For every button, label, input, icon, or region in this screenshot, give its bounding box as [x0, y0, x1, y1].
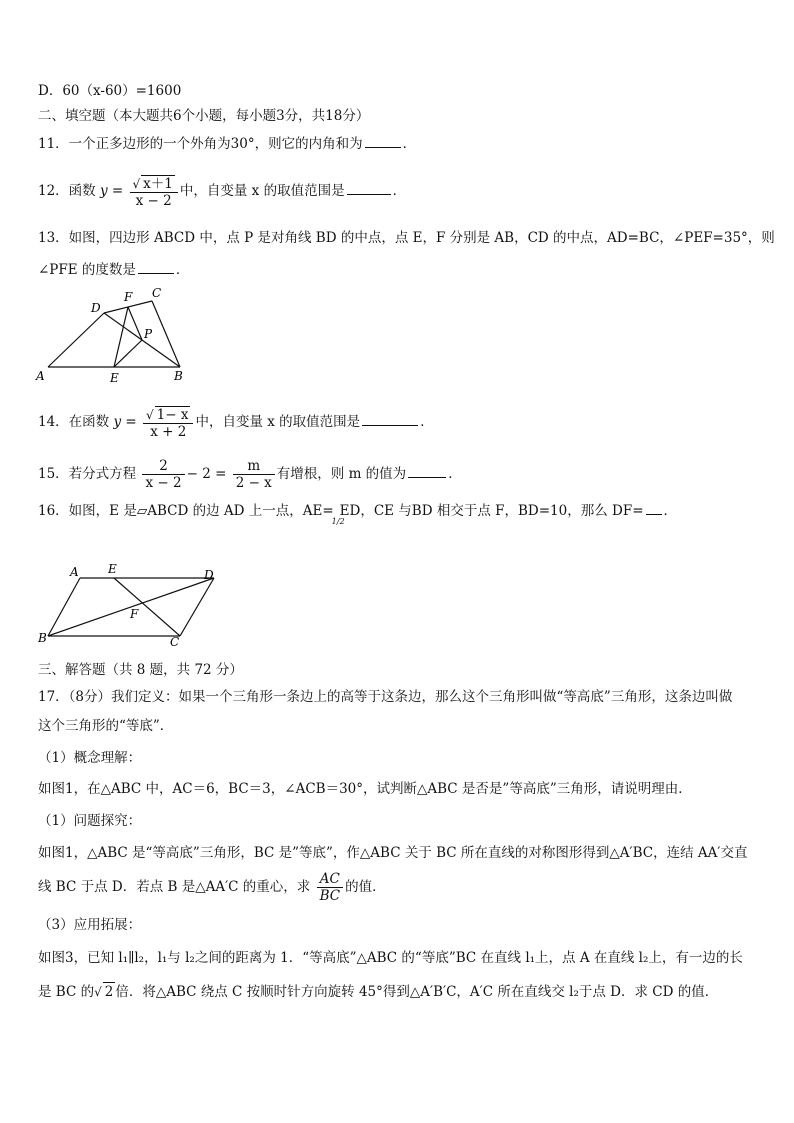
p2-num: AC: [317, 871, 344, 888]
fig1-label-e: E: [110, 371, 119, 385]
q15-fraction-1: [142, 458, 184, 491]
fig1-label-b: B: [174, 369, 183, 383]
question-15: [38, 455, 764, 493]
section-answer-title: 三、解答题（共 8 题，共 72 分）: [38, 662, 243, 678]
q12-blank: [347, 181, 391, 195]
q16-end: ．: [663, 503, 678, 519]
q13-blank: [138, 260, 174, 274]
question-13-line1: 13．如图，四边形 ABCD 中，点 P 是对角线 BD 的中点，点 E，F 分别是 AB，CD 的中点，AD=BC，∠PEF=35°，则: [38, 230, 775, 246]
q12-num: x＋1: [143, 175, 173, 192]
fig1-label-d: D: [91, 301, 101, 315]
q15-num2: m: [233, 458, 275, 475]
part1-title: （1）概念理解：: [38, 750, 142, 766]
q13-end: ．: [175, 262, 190, 278]
q15-blank: [408, 464, 446, 478]
p3-sqrt: 2: [104, 984, 114, 1000]
part3-text-line2: 是 BC 的√ 2 倍．将△ABC 绕点 C 按顺时针方向旋转 45°得到△A′B′C，A′C 所在直线交 l₂于点 D．求 CD 的值．: [38, 984, 719, 1000]
q15-mid: − 2 =: [186, 466, 227, 482]
q14-den: x + 2: [150, 423, 187, 440]
q12-post: 中，自变量 x 的取值范围是: [179, 183, 345, 199]
question-14: [38, 403, 764, 441]
p3-pre: 是 BC 的: [38, 984, 95, 1000]
q12-pre: 12．函数: [38, 183, 96, 199]
question-13-line2: [38, 260, 764, 279]
part2-title: （1）问题探究：: [38, 813, 142, 829]
fig1-label-p: P: [144, 327, 153, 341]
q15-post: 有增根，则 m 的值为: [276, 466, 407, 482]
q15-num1: 2: [142, 458, 184, 475]
p2-post: 的值．: [345, 879, 386, 895]
q13-b: ∠PFE 的度数是: [38, 262, 136, 278]
fig2-label-c: C: [170, 635, 180, 649]
fig2-label-b: B: [38, 631, 47, 645]
part3-title: （3）应用拓展：: [38, 917, 142, 933]
q14-num: 1− x: [156, 406, 189, 423]
fig2-label-f: F: [130, 607, 139, 621]
q14-fraction: $\frac{√ 1- x}{x + 2}$: [143, 406, 193, 440]
q12-fraction: $\frac{√ x+1}{x - 2}$: [130, 175, 178, 209]
option-d: D．60（x-60）=1600: [38, 83, 182, 99]
q11-end: ．: [402, 136, 417, 152]
p3-post: 倍．将△ABC 绕点 C 按顺时针方向旋转 45°得到△A′B′C，A′C 所在直线交 l₂于点 D．求 CD 的值．: [115, 984, 719, 1000]
fig1-label-f: F: [124, 290, 133, 304]
figure-parallelogram: [34, 560, 224, 652]
q15-fraction-2: [233, 458, 275, 491]
question-17-line1: 17．（8分）我们定义：如果一个三角形一条边上的高等于这条边，那么这个三角形叫做“等高底”三角形，这条边叫做: [38, 689, 733, 705]
q11-blank: [365, 134, 401, 148]
q15-den1: x − 2: [145, 475, 182, 491]
p2-den: BC: [319, 888, 341, 904]
fig2-label-a: A: [70, 565, 79, 579]
fig2-label-d: D: [204, 568, 214, 582]
p2-fraction: [317, 871, 344, 904]
fig1-label-a: A: [36, 369, 45, 383]
q15-den2: 2 − x: [235, 475, 272, 491]
q14-y: y =: [113, 414, 137, 430]
q15-pre: 15．若分式方程: [38, 466, 137, 482]
q11-text: 11．一个正多边形的一个外角为30°，则它的内角和为: [38, 136, 363, 152]
q14-pre: 14．在函数: [38, 414, 110, 430]
q12-end: ．: [392, 183, 407, 199]
q16-text: 16．如图，E 是▱ABCD 的边 AD 上一点，AE=: [38, 503, 334, 519]
question-11: [38, 134, 764, 153]
question-12: [38, 172, 764, 210]
part2-text-line2: [38, 868, 764, 906]
question-16: [38, 501, 764, 526]
p2-pre: 线 BC 于点 D．若点 B 是△AA′C 的重心，求: [38, 879, 311, 895]
part1-text: 如图1，在△ABC 中，AC＝6，BC＝3，∠ACB＝30°，试判断△ABC 是否是”等高底”三角形，请说明理由．: [38, 781, 692, 797]
q14-post: 中，自变量 x 的取值范围是: [195, 414, 361, 430]
q14-blank: [362, 412, 418, 426]
figure-quadrilateral: [34, 285, 189, 385]
question-17-line2: 这个三角形的“等底”．: [38, 718, 174, 734]
part2-text-line1: 如图1，△ABC 是“等高底”三角形，BC 是”等底”，作△ABC 关于 BC 所在直线的对称图形得到△A′BC，连结 AA′交直: [38, 845, 748, 861]
q12-den: x − 2: [135, 192, 172, 209]
part3-text-line1: 如图3，已知 l₁∥l₂，l₁与 l₂之间的距离为 1．“等高底”△ABC 的“等底”BC 在直线 l₁上，点 A 在直线 l₂上，有一边的长: [38, 950, 743, 966]
q16-fraction: 1/2: [331, 517, 345, 526]
section-fill-in-title: 二、填空题（本大题共6个小题，每小题3分，共18分）: [38, 108, 370, 124]
q16-rest: ED，CE 与BD 相交于点 F，BD=10，那么 DF=: [339, 503, 644, 519]
q15-end: ．: [448, 466, 462, 482]
q14-end: ．: [420, 414, 434, 430]
q12-y: y =: [99, 183, 124, 199]
fig1-label-c: C: [152, 286, 162, 300]
fig2-label-e: E: [108, 562, 117, 576]
q16-blank: [646, 501, 662, 515]
